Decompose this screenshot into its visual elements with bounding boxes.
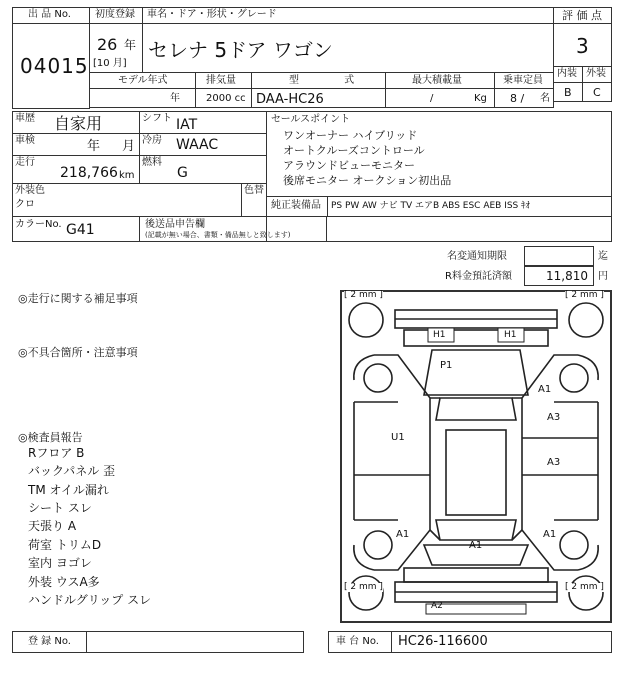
- chassis-label: 車 台 No.: [336, 636, 379, 647]
- color-change-label: 色替: [244, 185, 264, 196]
- inspector-item: TM オイル漏れ: [28, 483, 109, 497]
- lot-no-label: 出 品 No.: [28, 9, 71, 20]
- equipment-label: 純正装備品: [271, 200, 321, 211]
- max-load-label: 最大積載量: [412, 75, 462, 86]
- damage-mark-a3: A3: [547, 457, 561, 468]
- chassis-no: HC26-116600: [398, 634, 488, 649]
- inspector-item: 天張り A: [28, 519, 77, 533]
- interior-grade: B: [564, 86, 572, 99]
- ext-color: クロ: [15, 199, 35, 210]
- shift: IAT: [176, 117, 198, 133]
- car-name: セレナ 5ドア ワゴン: [148, 38, 333, 62]
- reg-no-value-cell: [86, 631, 304, 653]
- first-reg-year: 26: [97, 35, 118, 54]
- defects-title: ◎不具合箇所・注意事項: [18, 346, 138, 359]
- reg-no-label: 登 録 No.: [28, 636, 71, 647]
- lot-no: 04015: [20, 54, 89, 78]
- sales-point-item: 後席モニター オークション初出品: [283, 174, 452, 187]
- damage-mark-a2: A2: [431, 601, 443, 611]
- damage-mark-a1: A1: [396, 529, 410, 540]
- damage-mark-h1: H1: [433, 330, 446, 340]
- score-label: 評 価 点: [562, 9, 602, 22]
- exterior-grade: C: [593, 86, 601, 99]
- inspector-item: 外装 ウスA多: [28, 575, 100, 589]
- damage-mark-a3: A3: [547, 412, 561, 423]
- capacity-unit: 名: [540, 93, 550, 104]
- first-reg-month: [10 月]: [93, 58, 127, 69]
- equipment-items: PS PW AW ナビ TV エアB ABS ESC AEB ISS ｷｵ: [331, 201, 531, 211]
- docs-note: (記載が無い場合、書類・備品無しと致します): [145, 231, 291, 239]
- name-change-box: [524, 246, 594, 266]
- sales-point-item: オートクルーズコントロール: [283, 144, 425, 157]
- mileage-label: 走行: [15, 157, 35, 168]
- score: 3: [576, 34, 589, 58]
- tire-label: [ 2 mm ]: [344, 290, 383, 300]
- ext-color-label: 外装色: [15, 185, 45, 196]
- mileage-unit: km: [119, 170, 135, 181]
- color-no: G41: [66, 222, 95, 238]
- recycle-unit: 円: [598, 271, 608, 282]
- fuel: G: [177, 165, 188, 181]
- capacity-label: 乗車定員: [503, 75, 543, 86]
- inspector-item: 室内 ヨゴレ: [28, 556, 92, 570]
- mileage: 218,766: [60, 165, 118, 181]
- sales-points-label: セールスポイント: [271, 114, 351, 125]
- car-name-label: 車名・ドア・形状・グレード: [147, 9, 277, 20]
- max-load-slash: /: [430, 93, 434, 104]
- supplement-title: ◎走行に関する補足事項: [18, 292, 138, 305]
- inspector-item: バックパネル 歪: [28, 464, 116, 478]
- inspector-item: ハンドルグリップ スレ: [28, 593, 152, 607]
- damage-mark-a1: A1: [469, 540, 483, 551]
- inspector-item: シート スレ: [28, 501, 92, 515]
- model-year-unit: 年: [170, 93, 180, 104]
- exterior-label: 外装: [586, 68, 606, 79]
- model-year-label: モデル年式: [118, 75, 168, 86]
- front-right-wheel: [569, 303, 603, 337]
- damage-mark-p1: P1: [440, 360, 453, 371]
- displacement-label: 排気量: [206, 75, 236, 86]
- history-label: 車歴: [15, 113, 35, 124]
- sales-point-item: アラウンドビューモニター: [283, 159, 415, 172]
- first-reg-year-unit: 年: [124, 38, 137, 52]
- fuel-label: 燃料: [142, 157, 162, 168]
- sales-point-item: ワンオーナー ハイブリッド: [283, 129, 418, 142]
- front-left-wheel: [349, 303, 383, 337]
- tire-label: [ 2 mm ]: [344, 582, 383, 592]
- inspection-label: 車検: [15, 135, 35, 146]
- damage-mark-u1: U1: [391, 432, 405, 443]
- model-code: DAA-HC26: [256, 92, 324, 107]
- recycle-amount: 11,810: [546, 269, 588, 283]
- ac-label: 冷房: [142, 135, 162, 146]
- inspection-year: 年: [87, 139, 101, 154]
- shift-label: シフト: [142, 113, 172, 124]
- history: 自家用: [54, 114, 103, 133]
- damage-mark-a1: A1: [538, 384, 552, 395]
- model-label: 型 式: [289, 75, 355, 86]
- inspector-item: 荷室 トリムD: [28, 538, 102, 552]
- ac: WAAC: [176, 137, 219, 153]
- tire-label: [ 2 mm ]: [565, 290, 604, 300]
- tire-label: [ 2 mm ]: [565, 582, 604, 592]
- docs-label: 後送品申告欄: [145, 219, 205, 230]
- car-diagram: [340, 290, 612, 623]
- damage-mark-h1: H1: [504, 330, 517, 340]
- capacity: 8 /: [510, 92, 525, 105]
- inspector-item: Rフロア B: [28, 446, 85, 460]
- inspection-month: 月: [122, 139, 136, 154]
- max-load-unit: Kg: [474, 93, 487, 104]
- inspector-title: ◎検査員報告: [18, 431, 83, 444]
- name-change-label: 名変通知期限: [447, 251, 507, 262]
- color-no-label: カラーNo.: [15, 219, 62, 230]
- displacement: 2000 cc: [206, 93, 246, 104]
- recycle-label: R料金預託済額: [445, 271, 512, 282]
- interior-label: 内装: [557, 68, 577, 79]
- name-change-suffix: 迄: [598, 251, 608, 262]
- first-reg-label: 初度登録: [95, 9, 135, 20]
- damage-mark-a1: A1: [543, 529, 557, 540]
